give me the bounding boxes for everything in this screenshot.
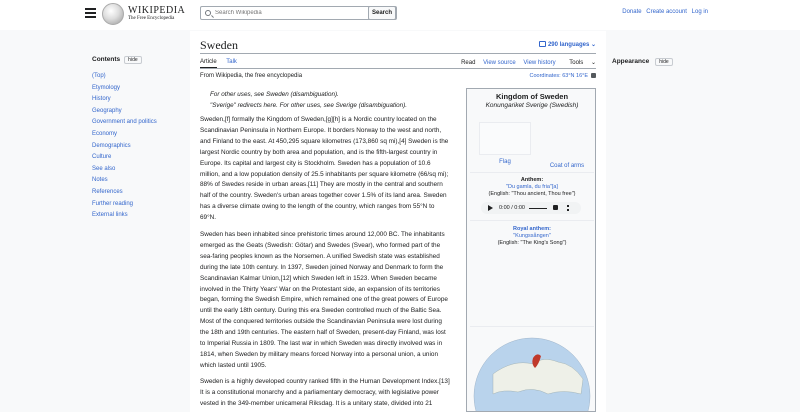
paragraph-line: during the late 10th century. In 1397, Sweden joined Norway and Denmark to form the (200, 263, 444, 271)
tools-menu[interactable]: Tools ⌄ (569, 60, 596, 66)
infobox-native-name: Konungariket Sverige (Swedish) (485, 102, 579, 109)
toc-item[interactable]: History (92, 96, 111, 103)
page-title: Sweden (200, 38, 238, 52)
donate-link[interactable]: Donate (622, 9, 642, 15)
toc-heading: Contents hide (92, 56, 182, 64)
volume-icon[interactable] (553, 205, 558, 210)
anthem-label: Anthem: (520, 177, 544, 183)
paragraph-line: sea-faring peoples known as the Norsemen. A unified Swedish state was established (200, 252, 440, 260)
toc-item[interactable]: Economy (92, 130, 118, 137)
paragraph-line: involved in the Thirty Years' War on the Protestant side, an expansion of its territories (200, 285, 440, 293)
paragraph-line: 69°N. (200, 214, 217, 222)
paragraph-line: vested in the 349-member unicameral Riksdag. It is a unitary state, divided into 21 (200, 399, 433, 407)
tab-article[interactable]: Article (200, 59, 217, 68)
paragraph-line: which lasted until 1905. (200, 361, 267, 369)
lead-paragraph-3 (200, 377, 462, 410)
paragraph-line: Sweden is a highly developed country ranked fifth in the Human Development Index.[13] (200, 378, 450, 385)
toc-item[interactable]: Demographics (92, 142, 131, 149)
search-button[interactable]: Search (368, 6, 396, 20)
site-header (0, 0, 800, 30)
toc-item[interactable]: (Top) (92, 73, 106, 79)
toc-item[interactable]: Notes (92, 177, 108, 184)
site-sub: From Wikipedia, the free encyclopedia (200, 73, 303, 79)
paragraph-line: It is a constitutional monarchy and a parliamentary democracy, with legislative power (200, 388, 439, 396)
user-links (619, 9, 708, 15)
hatnote-redirect: "Sverige" redirects here. For other uses, see Sverige (disambiguation). (210, 102, 407, 109)
tab-view-history[interactable]: View history (523, 60, 556, 66)
paragraph-line: million, and a low population density of 25.5 inhabitants per square kilometre (66/sq mi); (200, 170, 449, 178)
coordinates-link[interactable]: Coordinates: 63°N 16°E (529, 73, 596, 79)
paragraph-line: Sweden has been inhabited since prehistoric times around 12,000 BC. The inhabitants (200, 231, 445, 238)
search-box (200, 6, 397, 20)
language-button[interactable]: 290 languages ⌄ (539, 41, 596, 48)
paragraph-line: 88% of Swedes reside in urban areas.[11] They are mostly in the central and southern (200, 181, 443, 189)
audio-time: 0:00 / 0:00 (499, 204, 525, 211)
paragraph-line: half of the country. Sweden's urban areas together cover 1.5% of its land area. Sweden (200, 192, 447, 200)
paragraph-line: Scandinavian Peninsula in Northern Europe. It borders Norway to the west and north, (200, 126, 442, 134)
toc-item[interactable]: Culture (92, 154, 112, 161)
toc-item[interactable]: Further reading (92, 200, 134, 207)
toc-hide-button[interactable]: hide (124, 56, 141, 64)
lead-paragraph-2 (200, 230, 462, 372)
paragraph-line: Sweden,[f] formally the Kingdom of Sweden,[g][h] is a Nordic country located on the (200, 116, 437, 123)
audio-progress-slider[interactable] (529, 208, 547, 209)
tab-talk[interactable]: Talk (226, 59, 237, 65)
wikipedia-tagline: The Free Encyclopedia (128, 16, 175, 21)
namespace-tabs (200, 59, 245, 65)
search-input[interactable] (215, 8, 365, 18)
toc-item[interactable]: See also (92, 165, 116, 172)
appearance-heading: Appearance (612, 58, 650, 65)
toc-item[interactable]: Geography (92, 107, 122, 114)
royal-anthem-name-link[interactable]: "Kungssången" (513, 233, 551, 239)
lead-paragraph-1 (200, 115, 462, 224)
create-account-link[interactable]: Create account (646, 9, 687, 15)
royal-anthem-english: (English: "The King's Song") (497, 240, 567, 246)
paragraph-line: the 18th and 19th centuries. The eastern half of Sweden, present-day Finland, was lost (200, 329, 446, 337)
toc-item[interactable]: External links (92, 212, 128, 219)
paragraph-line: Europe. Its capital and largest city is Stockholm. Sweden has a population of 10.6 (200, 159, 431, 167)
coat-of-arms-caption-link[interactable]: Coat of arms (549, 163, 585, 169)
royal-anthem-label-link[interactable]: Royal anthem: (513, 226, 551, 232)
paragraph-line: Most of the conquered territories outside the Scandinavian Peninsula were lost during (200, 318, 442, 326)
paragraph-line: and Finland to the east. At 450,295 square kilometres (173,860 sq mi),[4] Sweden is the (200, 137, 449, 145)
flag-image[interactable] (479, 122, 531, 155)
search-icon (205, 10, 211, 16)
appearance-hide-button[interactable]: hide (655, 58, 672, 66)
paragraph-line: began, forming the Swedish Empire, which remained one of the great powers of Europe (200, 296, 448, 304)
toc-item[interactable]: Government and politics (92, 119, 157, 126)
anthem-english: (English: "Thou ancient, Thou free") (488, 191, 576, 197)
paragraph-line: 1814, when Sweden by military means forced Norway into a personal union, a union (200, 350, 439, 358)
paragraph-line: until the early 18th century. During this era Sweden controlled much of the Baltic Sea. (200, 307, 442, 315)
wikipedia-wordmark[interactable]: WIKIPEDIA (128, 5, 186, 16)
tab-read[interactable]: Read (461, 60, 475, 69)
main-menu-icon[interactable] (85, 8, 96, 18)
paragraph-line: Scandinavian Kalmar Union,[12] which Sweden left in 1523. When Sweden became (200, 274, 437, 282)
infobox (466, 88, 596, 412)
lock-icon (591, 73, 596, 78)
appearance-panel (612, 58, 673, 66)
toc-item[interactable]: Etymology (92, 84, 121, 91)
table-of-contents (92, 56, 182, 222)
paragraph-line: largest Nordic country by both area and population, and is the fifth-largest country in (200, 148, 438, 156)
audio-player (481, 202, 581, 214)
wikipedia-globe-logo[interactable] (102, 3, 124, 25)
anthem-name-link[interactable]: "Du gamla, du fria"[a] (506, 184, 558, 190)
toc-item[interactable]: References (92, 188, 123, 195)
chevron-down-icon: ⌄ (590, 60, 596, 66)
location-map-image[interactable] (473, 334, 591, 412)
play-icon[interactable] (488, 205, 493, 211)
language-icon (539, 41, 546, 47)
infobox-title: Kingdom of Sweden (495, 92, 569, 101)
paragraph-line: has a diverse climate owing to the length of the country, which ranges from 55°N to (200, 203, 435, 211)
tab-view-source[interactable]: View source (483, 60, 516, 66)
paragraph-line: to Imperial Russia in 1809. The last war in which Sweden was directly involved was in (200, 340, 443, 348)
paragraph-line: emerged as the Geats (Swedish: Götar) and Swedes (Svear), who formed part of the (200, 241, 441, 249)
view-tabs (455, 59, 596, 66)
hatnote-disambiguation: For other uses, see Sweden (disambiguation). (210, 91, 339, 98)
more-options-icon[interactable] (567, 205, 569, 211)
flag-caption-link[interactable]: Flag (499, 159, 511, 165)
log-in-link[interactable]: Log in (691, 9, 708, 15)
article-content (190, 31, 606, 412)
